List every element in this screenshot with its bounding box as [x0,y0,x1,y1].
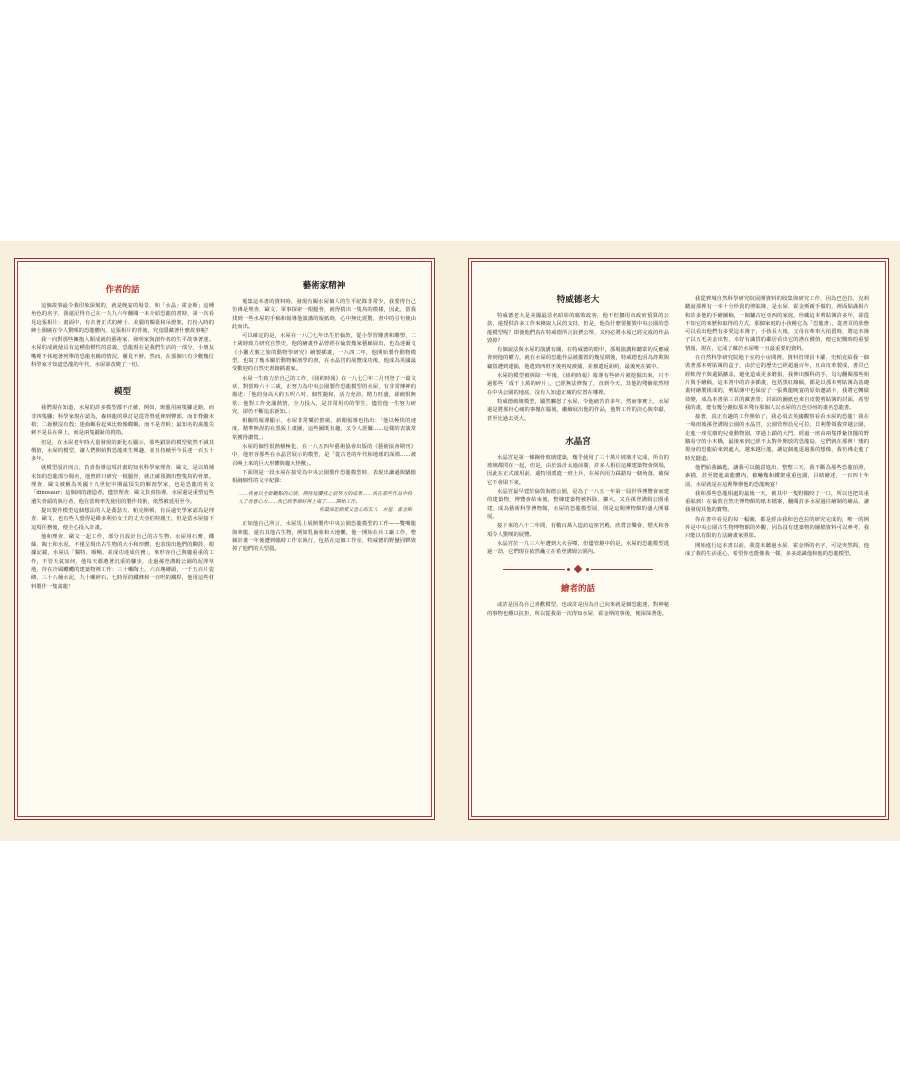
ornament-divider [487,566,669,572]
paragraph: 水屋一生致力於自己的工作，《紐約時報》在一八七〇年二月刊登了一篇文章，對當時六十三歲，正努力為中央公園製作恐龍模型的水屋，有非常傳神的描述：「他的身高大約五呎八吋，個性隨和，活力充沛，精力旺盛，卻痛恨無常；他對工作充滿熱情，全力投入，是非常用功的學生，儘管他一生努力研究，卻仍不斷追求新知。」 [232,375,416,415]
paragraph: 水屋的個性很熱積極化，在一八五四年藝術協會出版的《藝術協會期刊》中，他形容那些在水晶宮展示的模型，是「從古老的年代和地球的深淵……被召喚上來的巨大形體與龐大怪獸」。 [232,444,416,467]
left-column-2 [232,277,416,555]
right-column-1 [487,291,669,619]
ornament-line [591,569,653,570]
paragraph: 相關的報導顯示，水屋非常樂於推廣，新聞報導也指出：「他以極快的速度，精準無誤的在黑板上畫圖，這些圖既有趣，又令人震懾……這樣的表演常常獲得讚賞。」 [232,418,416,441]
paragraph: 接下來的八十二年間，有數百萬人造訪這座宮殿，欣賞音樂會，煙火和各項令人驚嘆的展覽。 [487,523,669,538]
boss-tweed-heading: 特威德老大 [556,295,600,305]
paragraph: 我一向對那些擁抱人類成就的藝術家、發明家與創作者的生平故事著迷。水屋的成就使具有這種指標性的意義，恐龍現在是我們生活的一部分，小朋友嘴裡不休地著列舉的恐龍名稱的情況，屢見不鮮。然而，在那個只有少數幾位科學家才知道恐龍的年代，水屋卻改變了一切。 [31,337,214,369]
paragraph: 或許是因為自己喜歡模型，也或許是因為自己向來就是個恐龍迷，對神秘的事物也難以抗拒，所以從我第一次得知水屋．霍金斯的事後，便深深著迷。 [487,602,669,617]
paragraph: 特威德老大是美國最惡名昭彰的腐敗政客，他不但挪用市政府預算的公款，還授供許多工作來換取人民的支持，但是，他為什麼要摧毀中央公園的恐龍模型呢？即使他們真在特威德所言浪費公帑，又何必將水屋已經完成的作品毀掉？ [487,313,669,344]
crystal-palace-heading: 水晶宮 [565,436,591,447]
paragraph: 水晶宮最早建於倫敦海德公園，是為了一八五一年第一屆世界博覽會而建的建築物，博覽會結束後，整棟建築物被拆除，擴大，又在孫登溝姆公園重建，成為藝術科學博物館，水屋的恐龍模型展，則是這間博物館的盛大開幕展。 [487,489,669,520]
paragraph: 可以確定的是，水屋在一八〇七年出生於倫敦，從小學習雕書和雕塑，二十歲時致力研究自然史，他的繪畫作品曾經在倫敦幾家藝廊展出，也為達爾文《小獵犬號之旅的動物學研究》繪製插畫，一八四二年，他開始製作動物模型，也寫了幾本關於動物解剖學的書，在水晶宮的展覽成功後，他成為英國最受歡迎的自然史書籍插畫家。 [232,333,416,373]
ornament-dot [567,568,570,571]
paragraph: 提出製作模型這個想法的人是喬瑟夫．帕克斯頓，有長遠史學家認為是理查．歐文，也有些人覺得是維多利亞女王的丈夫亞伯特親王，但是當水屋接下這項任務後，便全心投入計畫。 [31,507,214,531]
letter-quote [238,490,412,515]
right-page [468,258,889,820]
paragraph: 水晶宮於一九三六年遭到大火吞噬，但儘管燒中的是，水屋的恐龍模型逃過一劫，它們現在依然矗立在希登溝姆公園內。 [487,540,669,556]
paragraph: 但是，在水屋老年時大量發現的新化石顯示，那些錯誤的模型依然不減其價值，水屋的模型，讓人們開始對恐龍產生興趣，並且持續至今長達一百五十多年。 [31,439,214,463]
left-page [14,258,435,820]
paragraph: 開始進行這本書以前，我從未聽過水屋．霍金斯的名字，可是突然間，他成了我的生活重心，希望你也能像我一樣，多多認識他和他的恐龍模型。 [685,542,869,557]
paragraph: 水晶宮是第一棟鋼骨玻璃建築，幾乎使用了三十萬片玻璃才完成，所有的玻璃都閃在一起，但是，由於設計太過前衛，許多人相信這棟建築物會倒塌，因此在正式啟用前，還特別派遣一班士兵，在屋內用力踩踏每一個角落，確保它不會塌下來。 [487,454,669,486]
paragraph: 這個故事最令我印象深刻的，就是晚宴的場景，和「水晶」霍金斯」這種角色的名字，我還記得自己在一九九六年翻閱一本介紹恐龍的書時，第一次看見這張相片：畫面中，有衣著正式的紳士、美麗的燭臺和吊燈架，打扮入時的紳士圍繞在令人驚嘆的恐龍體內，這張相片的背後，究竟隱藏著什麼故事呢？ [31,303,214,334]
right-column-2 [685,295,869,559]
ornament-dot [586,568,589,571]
paragraph: 特威德破壞模型，顯然觸怒了水屋，令他痛苦許多年，然而事實上，水屋還是將那份心痛的事拋在腦後，繼續展出他的作品，他對工作的決心與奉獻，甚至比過去更大。 [487,398,669,422]
paragraph: 有個說法與水屋的演講有關，在特威德的眼中，那場演講和聽眾的反應威脅到他的權力，就在水屋的恐龍作品被摧毀的幾星期後，特威德也因為詐欺與竊盜遭到逮捕，他逃到西班牙後再度被捕，並被遣返紐約，最後死在獄中。 [487,347,669,370]
ornament-line [503,569,565,570]
paragraph: 他和理查．歐文一起工作，部分自設計自己的古生物，水屋用石膏、鐵絲、陶土和水泥，不僅呈現出古生物的大小和形體，也表現出他們的鉚鼓、根據記載，水屋以「獨特、順暢、並成功達成任務」，來形容自己與龐重重的工作，不管天氣如何，他每天都遵著沉重的腳步，走過孫登溝姆公園的泥濘草地，待在冷風颼颼的建築物裡工作：三十噸陶土，六百塊磚頭，一千五百片瓷磚，三十八桶水泥，九十噸碎石，七時厚的鐵條和一百呎的鐵桿，他用這些材料製作一隻禽龍！ [31,533,214,590]
paragraph: 正如他自己所言，水屋馬上展開製作中央公園恐龍模型的工作——雙嘴龍與傘龍，還有其他古生物，例如乳齒象和大地懶，他一開始在兵工廠工作，整個計畫一年後遭到臨時工作室執行，包括在這個工作室，特威德的野蠻同夥毀掉了他們的大型殺。 [232,521,416,553]
paragraph: 我們現在知道，水屋的許多模型都不正確，例如，斑龍用兩隻腳走路，而非四隻腳；科學家現在認為，森林龍的鼻訂是從背脊延伸到臀部，而非脊髓末梢；二齒獸沒有殼；迷齒螈看起來比較像蠑螈，而不是青蛙；最知名的禽龍尖刺不是長在鼻上，而是兩隻鍛趾的拇指。 [31,405,214,437]
artist-spirit-heading: 藝術家精神 [302,281,346,291]
paragraph: 接著，真正有趣的工作開始了，我必須去英國觀察看看水屋的恐龍！我在一場雨後孫登溝姆公園的水晶宮，公園管理員尼可拉，貝利帶領我穿越公園，走進一座荒廢的兒童動物園，穿過上鎖的大門，經過一座由兩隻掙紮扭擺的野鵝看守的小木橋，最後來到已經不太對外開放的恐龍島，它們就在那裡！矮的現身的恐龍給來到處大，越來越巨龍，讓這個進退過我的想像，我彷彿走進了時光隧道。 [685,414,869,462]
quote-text: ……我會以全新觀點的心情，期待延續我之前努力的成果……我在那些作品中投入了善意心力……我已經準備好再上場了……開始工作。 [238,490,412,505]
paragraph: 你在書中看見的每一幅圖，都是經由我和芭芭拉的研究完成的，唯一的例外是中央公園古生物博物館的外觀，因為沒有建築物的圖檔資料可以參考，我只能以有限的方法繪畫家照影。 [685,516,869,540]
paragraph: 我和那些恐龍相處的最後一天，被其中一隻野鵝咬了一口，所以也把其重重貼到！在倫敦自然史博物館的紙本檔案，翻閱許多水屋過往繪制的繪品，讓我發現其他的寶物。 [685,490,869,514]
quote-signature: 你最深忠熱愛又忠心的友人 水屋．霍金斯 [319,507,412,514]
book-spread [0,241,900,841]
paragraph: 下面則是一段水屋在接受為中央公園製作恐龍模型時，表現出謙遜與驕傲相融個性的文字紀錄： [232,469,416,485]
paragraph: 他們給我鑰匙，讓我可以隨意進出，整整三天，我不斷為那些恐龍拍照，素描，甚至爬進禽龍體內，被嚇幾和鐵架重重包圍，目睹繪述，一百四十年前，水屋就是在這裡舉辦他的恐龍晚宴！ [685,464,869,488]
paragraph: 水屋的模型被拆除一年後，《紐約時報》報導有些碎片被挖掘出來，只不過那些「成千上萬的碎片」，已經無法修復了，直到今天，其他的殘骸依然埋在中央公園的地底，沒有人知道正確的位置在哪裡。 [487,373,669,396]
paragraph: 我從費城自然科學研究院展開資料的收集與研究工作，因為巴芭拉，克莉聽說那裡有一本十分珍貴的剪貼簿，是水屋．霍金斯親手做的，裡面貼滿相片和許多他的手繪圖稿，一個鏽古厄亞西的家庭，珍藏這本剪貼簿許多年，卻從不知它的來歷和取得的方式，那個家庭的小孩稱它為「恐龍書」，從書頁的狀態可以看出他們有多愛這本簿子，小孩長大後，父母在牽車大拍賣時，將這本簿子以五毛美金出售，幸好有識貨的鄰居看出它的潛在價值，便它紀購時的重要情報，現在，它成了藏於水屋唯一且最重要的資料。 [685,296,869,352]
paragraph: 蒐集這本書的資料時，發現有關水屋個人的生平紀錄非常少，我要得自己彷彿是理查．歐文、軍事探索一根腿骨，就得猜出一隻鳥的模樣，因此，當我找到一些水屋的手稿和報導他演講的報紙時，心中無比震驚，書中的引句便由此而出。 [232,299,416,330]
paragraph: 在自然科學研究院地下室的小房間裡，資料管理員卡蘿．史帕克給我一個裝著那本剪貼簿的盒子，由於它的歷史已經超過百年，且由皮革製成，書頁已經軟得不與還隔擴盖，避免造成更多磨損，我伸出顫科的手，勾勾翻閱那些相片與手繪稿，這本書中的許多插畫，包括黑紅線稿，都是以那本剪貼簿為基礎畫材繪製組成的，剪貼簿中也保留了一張典龍晚宴的原始邀請卡，我將它轉做效變，成為本書第三頁的藏書票；封面的圖紙也來自皮製剪貼簿的封面，希望我的畫，能有幾分鐘似那本殘存那個人以水屋的吉芭亞州的畫名恐龍書。 [685,355,869,411]
models-heading: 模型 [113,387,131,398]
paragraph: 就模型設計而言，負責指導這項計畫的知名科學家理查．歐文，是以填補未知的恐龍部分聞名，他曾經只研究一根腿骨，就正確預測出整隻鳥的骨架。理查．歐文被稱為英國十九世紀中期最頂尖的解剖學家，也是恐龍的英文「dinosaur」這個詞的創造者。儘管理查．歐文負責指導，水屋還是重塑這些遺失骨頭的執行者，他在當時率先使用的製作技術，依然被延用至今。 [31,465,214,505]
ornament-diamond [574,565,582,573]
author-note-heading: 作者的話 [105,285,140,295]
left-column-1 [31,281,214,592]
illustrator-note-heading: 繪者的話 [560,584,595,595]
